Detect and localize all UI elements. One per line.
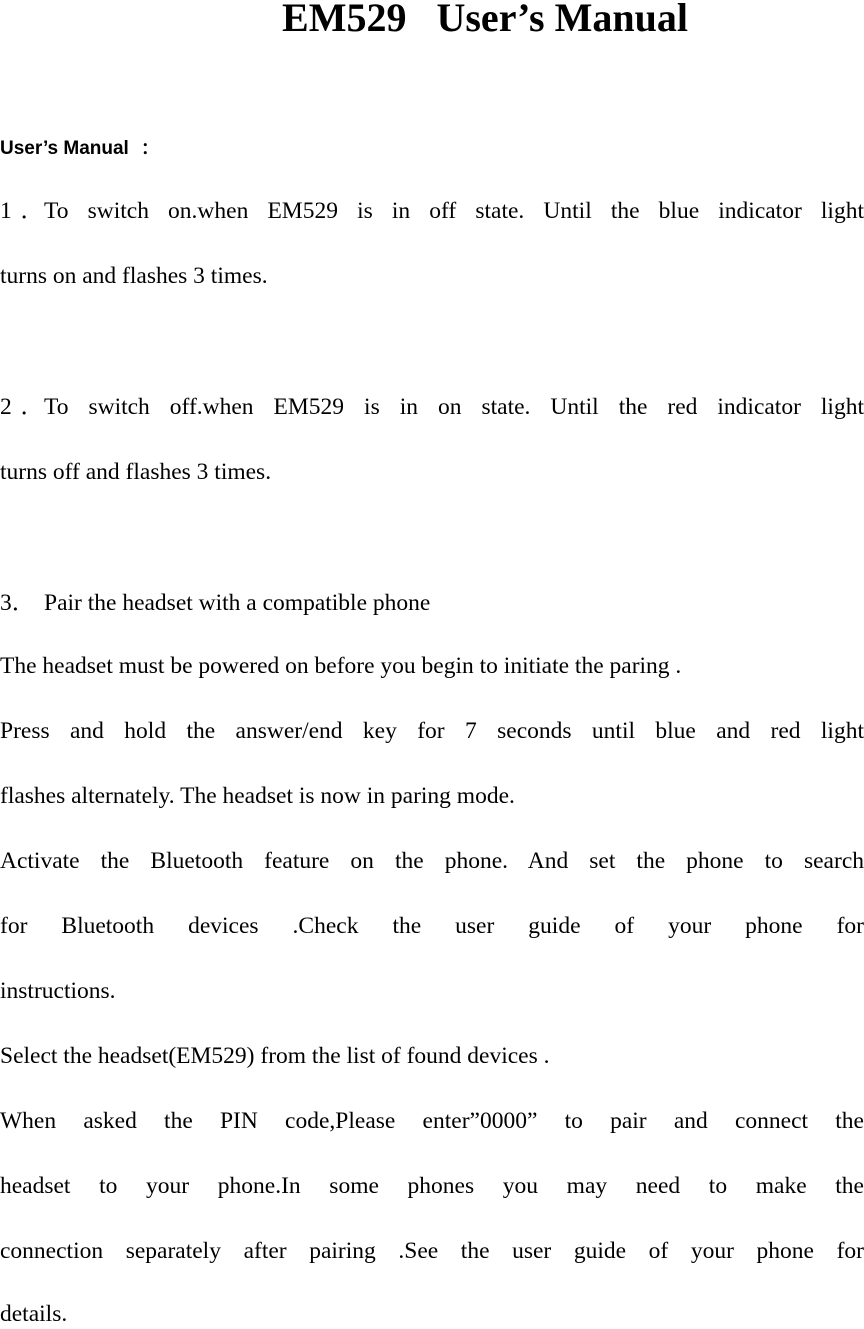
step-2-number: 2．	[0, 394, 44, 420]
pairing-line-7: Select the headset(EM529) from the list of found devices .	[0, 1043, 550, 1069]
step-1-number: 1．	[0, 198, 44, 224]
pairing-line-5: for Bluetooth devices .Check the user guide of your phone for	[0, 913, 864, 939]
step-1-line-1	[0, 196, 864, 226]
step-2-line-2: turns off and flashes 3 times.	[0, 459, 272, 485]
pairing-line-2: Press and hold the answer/end key for 7 seconds until blue and red light	[0, 718, 864, 744]
pairing-line-8: When asked the PIN code,Please enter”0000” to pair and connect the	[0, 1108, 864, 1134]
pairing-line-10: connection separately after pairing .See the user guide of your phone for	[0, 1238, 864, 1264]
document-title: EM529 User’s Manual	[282, 0, 688, 40]
step-2-text-line-1: To switch off.when EM529 is in on state. Until the red indicator light	[44, 394, 864, 420]
section-heading	[0, 136, 160, 162]
step-3-number: 3．	[0, 590, 36, 616]
pairing-line-1: The headset must be powered on before you begin to initiate the paring .	[0, 653, 682, 679]
pairing-line-9: headset to your phone.In some phones you may need to make the	[0, 1173, 864, 1199]
step-2-line-1	[0, 392, 864, 422]
pairing-line-4: Activate the Bluetooth feature on the phone. And set the phone to search	[0, 848, 864, 874]
step-1-text-line-1: To switch on.when EM529 is in off state. Until the blue indicator light	[44, 198, 864, 224]
pairing-line-3: flashes alternately. The headset is now in paring mode.	[0, 783, 515, 809]
section-heading-colon: ：	[140, 138, 160, 159]
step-1-line-2: turns on and flashes 3 times.	[0, 263, 268, 289]
pairing-line-11: details.	[0, 1301, 68, 1327]
section-heading-text: User’s Manual	[0, 138, 129, 159]
step-3-line-1	[0, 588, 864, 618]
pairing-line-6: instructions.	[0, 978, 116, 1004]
step-3-text-line-1: Pair the headset with a compatible phone	[44, 590, 431, 616]
